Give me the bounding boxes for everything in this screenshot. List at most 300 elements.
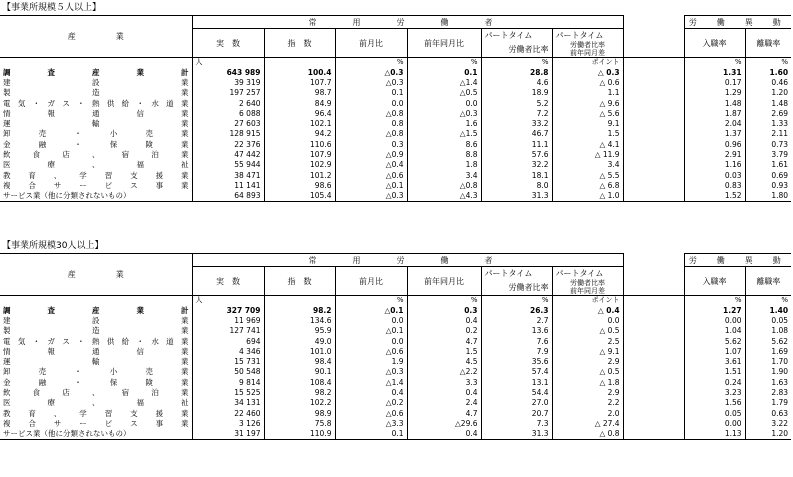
part-diff-header [552, 41, 623, 58]
part-ratio-value: 7.2 [481, 108, 552, 118]
separation-header: 離職率 [756, 38, 781, 48]
part-diff-value: △ 5.5 [552, 170, 623, 180]
mom-value: 0.3 [335, 139, 407, 149]
part-diff-value: 2.9 [552, 387, 623, 397]
gap-cell [623, 408, 684, 418]
accession-value: 0.17 [684, 77, 745, 87]
part-time-header-a: パートタイム [481, 29, 552, 42]
table-row [0, 129, 791, 139]
separation-value: 1.90 [771, 367, 789, 377]
actual-value: 22 460 [192, 408, 264, 418]
industry-name: 教育、学習支援業 [0, 408, 192, 418]
separation-value: 0.93 [771, 180, 789, 190]
part-diff-value: △ 6.8 [552, 180, 623, 190]
part-diff-value: 2.9 [552, 356, 623, 366]
accession-header: 入職率 [684, 29, 745, 58]
yoy-value: △29.6 [407, 418, 481, 428]
yoy-value: 0.0 [407, 98, 481, 108]
mom-value: △0.1 [335, 326, 407, 336]
industry-name: 製造業 [0, 326, 192, 336]
index-value: 98.7 [264, 88, 335, 98]
yoy-value: △0.3 [407, 108, 481, 118]
part-diff-value: 9.1 [552, 118, 623, 128]
mom-value: △0.3 [335, 367, 407, 377]
gap-cell [623, 129, 684, 139]
mom-value: △3.3 [335, 418, 407, 428]
separation-value: 3.22 [771, 418, 789, 428]
yoy-value: 8.6 [407, 139, 481, 149]
mom-value: △1.4 [335, 377, 407, 387]
industry-name: 電気・ガス・熱供給・水道業 [0, 98, 192, 108]
accession-value: 1.37 [684, 129, 745, 139]
part-diff-value: △ 0.4 [552, 305, 623, 315]
mom-header: 前月比 [335, 267, 407, 296]
actual-header: 実 数 [192, 267, 264, 296]
table-row [0, 88, 791, 98]
accession-value: 1.07 [684, 346, 745, 356]
yoy-value: 0.2 [407, 326, 481, 336]
gap-cell [623, 346, 684, 356]
table-row [0, 67, 791, 77]
index-value: 49.0 [264, 336, 335, 346]
accession-value: 2.91 [684, 149, 745, 159]
labor-turnover-header: 労 働 異 動 [684, 254, 791, 267]
separation-value: 1.63 [771, 377, 789, 387]
part-ratio-value: 28.8 [481, 67, 552, 77]
table-row [0, 118, 791, 128]
part-diff-value: △ 1.0 [552, 191, 623, 202]
gap-cell [623, 326, 684, 336]
separation-value: 1.79 [771, 398, 789, 408]
accession-value: 0.00 [684, 315, 745, 325]
gap-cell [623, 88, 684, 98]
mom-value: 0.1 [335, 429, 407, 440]
part-diff-value: △ 0.8 [552, 429, 623, 440]
separation-value: 0.63 [771, 408, 789, 418]
unit-blank [0, 296, 192, 306]
unit-blank [0, 58, 192, 68]
table-row [0, 180, 791, 190]
industry-header: 産 業 [0, 254, 192, 296]
industry-name: 飲食店、宿泊業 [0, 149, 192, 159]
industry-name: 複合サービス事業 [0, 180, 192, 190]
industry-name: 情報通信業 [0, 108, 192, 118]
index-value: 98.6 [264, 180, 335, 190]
part-ratio2-header: 労働者比率 [570, 279, 606, 287]
header-gap [623, 29, 684, 58]
part-ratio-value: 2.7 [481, 315, 552, 325]
industry-name: 医療、福祉 [0, 398, 192, 408]
part-ratio-value: 18.1 [481, 170, 552, 180]
part-diff-header [552, 279, 623, 296]
part-yoy-diff-header: 前年同月差 [570, 49, 606, 57]
part-diff-value: △ 0.5 [552, 367, 623, 377]
part-diff-value: 2.5 [552, 336, 623, 346]
table-row [0, 377, 791, 387]
industry-name: 建設業 [0, 77, 192, 87]
gap-cell [623, 149, 684, 159]
actual-value: 11 141 [192, 180, 264, 190]
gap-cell [623, 377, 684, 387]
mom-value: △0.6 [335, 346, 407, 356]
unit-persons: 人 [192, 58, 264, 68]
industry-name: サービス業（他に分類されないもの） [0, 429, 192, 440]
header-gap [623, 254, 684, 267]
mom-value: △0.3 [335, 191, 407, 202]
part-time-header-b: パートタイム [552, 267, 623, 280]
part-diff-value: △ 0.6 [552, 77, 623, 87]
mom-value: △0.8 [335, 129, 407, 139]
gap-cell [623, 315, 684, 325]
actual-value: 47 442 [192, 149, 264, 159]
part-time-header-a: パートタイム [481, 267, 552, 280]
actual-value: 15 731 [192, 356, 264, 366]
actual-value: 2 640 [192, 98, 264, 108]
part-ratio-value: 33.2 [481, 118, 552, 128]
accession-header: 入職率 [684, 267, 745, 296]
separation-header: 離職率 [756, 276, 781, 286]
unit-percent: % [407, 296, 481, 306]
actual-value: 64 893 [192, 191, 264, 202]
mom-value: 0.4 [335, 387, 407, 397]
yoy-value: △0.5 [407, 88, 481, 98]
industry-name: 調査産業計 [0, 305, 192, 315]
part-ratio-value: 5.2 [481, 98, 552, 108]
table-row [0, 408, 791, 418]
part-diff-value: △ 27.4 [552, 418, 623, 428]
gap-cell [623, 67, 684, 77]
mom-value: △0.3 [335, 77, 407, 87]
yoy-value: △1.4 [407, 77, 481, 87]
gap-cell [623, 305, 684, 315]
industry-name: 建設業 [0, 315, 192, 325]
yoy-value: 2.4 [407, 398, 481, 408]
accession-value: 3.61 [684, 356, 745, 366]
part-diff-value: △ 4.1 [552, 139, 623, 149]
part-ratio-value: 20.7 [481, 408, 552, 418]
unit-blank [264, 58, 335, 68]
gap-cell [623, 418, 684, 428]
part-ratio-value: 32.2 [481, 160, 552, 170]
unit-percent: % [684, 58, 745, 68]
industry-name: 金融・保険業 [0, 377, 192, 387]
index-value: 90.1 [264, 367, 335, 377]
gap-cell [623, 139, 684, 149]
yoy-value: 4.7 [407, 408, 481, 418]
separation-value: 0.69 [771, 170, 789, 180]
part-diff-value: 1.1 [552, 88, 623, 98]
accession-value: 1.04 [684, 326, 745, 336]
separation-value: 2.69 [771, 108, 789, 118]
part-diff-value: 2.2 [552, 398, 623, 408]
index-value: 98.2 [264, 387, 335, 397]
unit-blank [264, 296, 335, 306]
index-value: 96.4 [264, 108, 335, 118]
index-value: 98.4 [264, 356, 335, 366]
gap-cell [623, 108, 684, 118]
mom-value: △0.6 [335, 170, 407, 180]
yoy-value: 0.1 [407, 67, 481, 77]
separation-value: 3.79 [771, 150, 789, 160]
separation-value: 1.61 [771, 160, 789, 170]
part-diff-value: 0.0 [552, 315, 623, 325]
industry-name: 複合サービス事業 [0, 418, 192, 428]
index-value: 100.4 [264, 67, 335, 77]
separation-value: 1.70 [771, 357, 789, 367]
table-row [0, 149, 791, 159]
part-ratio-value: 57.4 [481, 367, 552, 377]
gap-cell [623, 367, 684, 377]
part-ratio2-header: 労働者比率 [570, 41, 606, 49]
gap-cell [623, 191, 684, 202]
mom-value: △0.8 [335, 108, 407, 118]
mom-value: △0.2 [335, 398, 407, 408]
index-value: 107.7 [264, 77, 335, 87]
table-row [0, 418, 791, 428]
separation-value: 1.20 [771, 88, 789, 98]
part-ratio-value: 4.6 [481, 77, 552, 87]
table-row [0, 305, 791, 315]
mom-value: △0.1 [335, 305, 407, 315]
yoy-value: 4.5 [407, 356, 481, 366]
gap-cell [623, 356, 684, 366]
index-value: 108.4 [264, 377, 335, 387]
yoy-value: △0.8 [407, 180, 481, 190]
industry-name: 調査産業計 [0, 67, 192, 77]
stats-table [0, 253, 791, 440]
accession-value: 1.52 [684, 191, 745, 202]
index-value: 107.9 [264, 149, 335, 159]
accession-value: 0.83 [684, 180, 745, 190]
accession-value: 1.31 [684, 67, 745, 77]
mom-value: 0.0 [335, 98, 407, 108]
part-diff-value: △ 1.8 [552, 377, 623, 387]
actual-value: 22 376 [192, 139, 264, 149]
part-ratio-value: 46.7 [481, 129, 552, 139]
index-value: 94.2 [264, 129, 335, 139]
unit-percent: % [745, 58, 791, 68]
index-value: 134.6 [264, 315, 335, 325]
industry-name: 卸売・小売業 [0, 367, 192, 377]
part-ratio-value: 27.0 [481, 398, 552, 408]
table-row [0, 367, 791, 377]
gap-cell [623, 170, 684, 180]
index-header: 指 数 [264, 29, 335, 58]
part-ratio-value: 11.1 [481, 139, 552, 149]
unit-blank [623, 296, 684, 306]
accession-value: 2.04 [684, 118, 745, 128]
mom-value: 0.1 [335, 88, 407, 98]
mom-header: 前月比 [335, 29, 407, 58]
mom-value: 0.0 [335, 315, 407, 325]
part-ratio-value: 31.3 [481, 429, 552, 440]
yoy-value: 1.5 [407, 346, 481, 356]
yoy-value: 4.7 [407, 336, 481, 346]
actual-value: 38 471 [192, 170, 264, 180]
part-ratio-value: 18.9 [481, 88, 552, 98]
part-diff-value: △ 0.3 [552, 67, 623, 77]
actual-value: 643 989 [192, 67, 264, 77]
table-row [0, 108, 791, 118]
actual-value: 55 944 [192, 160, 264, 170]
separation-value: 2.11 [771, 129, 789, 139]
part-diff-value: △ 9.1 [552, 346, 623, 356]
actual-value: 11 969 [192, 315, 264, 325]
industry-name: 卸売・小売業 [0, 129, 192, 139]
separation-value: 1.40 [769, 305, 789, 315]
index-value: 84.9 [264, 98, 335, 108]
part-diff-value: △ 5.6 [552, 108, 623, 118]
part-yoy-diff-header: 前年同月差 [570, 287, 606, 295]
industry-name: 運輸業 [0, 118, 192, 128]
unit-point: ポイント [552, 58, 623, 68]
header-gap [623, 16, 684, 29]
separation-value: 0.05 [771, 315, 789, 325]
part-ratio-value: 31.3 [481, 191, 552, 202]
industry-name: 電気・ガス・熱供給・水道業 [0, 336, 192, 346]
gap-cell [623, 398, 684, 408]
part-diff-value: △ 0.5 [552, 326, 623, 336]
table-row [0, 336, 791, 346]
unit-percent: % [335, 296, 407, 306]
accession-value: 0.96 [684, 139, 745, 149]
part-ratio-value: 26.3 [481, 305, 552, 315]
index-value: 101.0 [264, 346, 335, 356]
unit-blank [623, 58, 684, 68]
mom-value: 1.9 [335, 356, 407, 366]
table-row [0, 326, 791, 336]
stats-table [0, 15, 791, 202]
industry-name: 運輸業 [0, 356, 192, 366]
mom-value: 0.8 [335, 118, 407, 128]
yoy-value: △4.3 [407, 191, 481, 202]
unit-percent: % [407, 58, 481, 68]
part-time-header-b: パートタイム [552, 29, 623, 42]
table-row [0, 315, 791, 325]
actual-value: 127 741 [192, 326, 264, 336]
unit-point: ポイント [552, 296, 623, 306]
section-title: 【事業所規模５人以上】 [2, 3, 102, 13]
accession-value: 1.48 [684, 98, 745, 108]
part-ratio-value: 7.6 [481, 336, 552, 346]
part-ratio-value: 54.4 [481, 387, 552, 397]
index-value: 105.4 [264, 191, 335, 202]
index-value: 75.8 [264, 418, 335, 428]
separation-value: 1.08 [771, 326, 789, 336]
mom-value: △0.1 [335, 180, 407, 190]
accession-value: 0.24 [684, 377, 745, 387]
separation-value: 1.33 [771, 119, 789, 129]
yoy-value: △1.5 [407, 129, 481, 139]
actual-value: 128 915 [192, 129, 264, 139]
index-value: 98.9 [264, 408, 335, 418]
industry-name: 医療、福祉 [0, 160, 192, 170]
mom-value: △0.6 [335, 408, 407, 418]
yoy-value: △2.2 [407, 367, 481, 377]
yoy-value: 3.3 [407, 377, 481, 387]
accession-value: 0.00 [684, 418, 745, 428]
unit-percent: % [481, 296, 552, 306]
separation-value: 1.69 [771, 346, 789, 356]
separation-value: 5.62 [771, 336, 789, 346]
actual-value: 34 131 [192, 398, 264, 408]
labor-turnover-header: 労 働 異 動 [684, 16, 791, 29]
accession-value: 1.27 [684, 305, 745, 315]
gap-cell [623, 98, 684, 108]
part-diff-value: 3.4 [552, 160, 623, 170]
table-row [0, 98, 791, 108]
actual-value: 39 319 [192, 77, 264, 87]
yoy-value: 3.4 [407, 170, 481, 180]
gap-cell [623, 387, 684, 397]
unit-percent: % [481, 58, 552, 68]
section-title: 【事業所規模30人以上】 [2, 241, 104, 251]
part-ratio-value: 35.6 [481, 356, 552, 366]
yoy-value: 0.4 [407, 315, 481, 325]
table-row [0, 160, 791, 170]
accession-value: 1.87 [684, 108, 745, 118]
part-ratio-value: 7.3 [481, 418, 552, 428]
table-row [0, 356, 791, 366]
separation-value: 2.83 [771, 388, 789, 398]
industry-header: 産 業 [0, 16, 192, 58]
yoy-value: 0.3 [407, 305, 481, 315]
actual-value: 31 197 [192, 429, 264, 440]
table-row [0, 139, 791, 149]
gap-cell [623, 160, 684, 170]
yoy-header: 前年同月比 [407, 29, 481, 58]
separation-value: 0.73 [771, 139, 789, 149]
actual-value: 6 088 [192, 108, 264, 118]
mom-value: △0.4 [335, 160, 407, 170]
index-value: 95.9 [264, 326, 335, 336]
table-row [0, 191, 791, 202]
industry-name: サービス業（他に分類されないもの） [0, 191, 192, 202]
actual-value: 694 [192, 336, 264, 346]
accession-value: 3.23 [684, 387, 745, 397]
mom-value: 0.0 [335, 336, 407, 346]
unit-percent: % [745, 296, 791, 306]
actual-value: 197 257 [192, 88, 264, 98]
actual-value: 3 126 [192, 418, 264, 428]
table-row [0, 77, 791, 87]
part-diff-value: 1.5 [552, 129, 623, 139]
yoy-header: 前年同月比 [407, 267, 481, 296]
table-row [0, 398, 791, 408]
accession-value: 1.51 [684, 367, 745, 377]
gap-cell [623, 118, 684, 128]
part-ratio-value: 8.0 [481, 180, 552, 190]
industry-name: 情報通信業 [0, 346, 192, 356]
accession-value: 0.05 [684, 408, 745, 418]
table-row [0, 387, 791, 397]
actual-header: 実 数 [192, 29, 264, 58]
index-value: 98.2 [264, 305, 335, 315]
unit-percent: % [335, 58, 407, 68]
separation-value: 1.20 [745, 429, 791, 440]
index-value: 102.1 [264, 118, 335, 128]
accession-value: 1.29 [684, 88, 745, 98]
index-value: 101.2 [264, 170, 335, 180]
header-gap [623, 267, 684, 296]
index-value: 110.9 [264, 429, 335, 440]
actual-value: 50 548 [192, 367, 264, 377]
industry-name: 製造業 [0, 88, 192, 98]
gap-cell [623, 180, 684, 190]
separation-value: 1.80 [745, 191, 791, 202]
index-value: 102.9 [264, 160, 335, 170]
industry-name: 金融・保険業 [0, 139, 192, 149]
